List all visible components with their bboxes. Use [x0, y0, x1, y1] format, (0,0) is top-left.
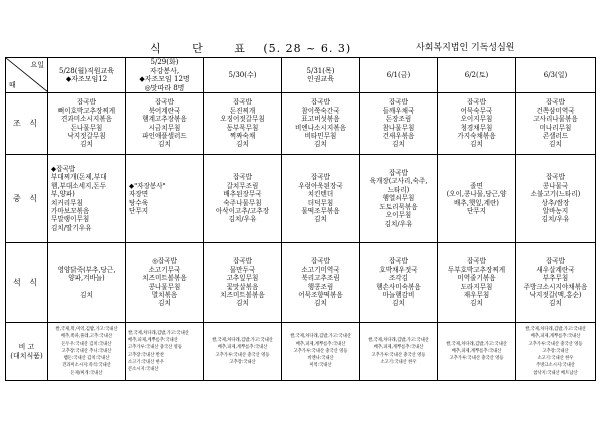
menu-item: 어묵조향떡볶음: [298, 290, 343, 299]
menu-item: 알바농지: [542, 206, 569, 215]
header: [0, 0, 600, 58]
day-line: 5/29(화): [150, 58, 179, 66]
origin-note-line: 배추,피제,계뿌름추:국내산: [128, 338, 178, 344]
origin-note-line: 쌀,국제,차다래,김밥,가고:국내산: [290, 334, 351, 340]
notes-row: [6, 323, 596, 381]
menu-item: 낙지젓갈(맥,홍순): [529, 290, 582, 299]
menu-item: 가마보꼬볶음: [51, 206, 90, 215]
day-line: 5/31(목): [306, 66, 335, 75]
origin-note-line: 소고기:국내산 한우: [128, 359, 165, 365]
menu-item: 어묵숙무국: [460, 106, 493, 115]
day-line: ◆자조모임12: [65, 75, 108, 83]
menu-item: 상추/쌈장: [541, 198, 570, 207]
menu-item: 김치: [470, 299, 483, 308]
origin-note-line: 고추장:국내산: [229, 359, 256, 365]
menu-item: 부대찌개(돈제,부대: [51, 173, 107, 182]
row-label-dinner: 석 식: [6, 243, 48, 323]
menu-item: 새우살계란국: [536, 265, 575, 274]
day-line: 인권교육: [306, 75, 335, 83]
menu-item: 들깨우채국: [382, 106, 415, 115]
origin-note-line: 고추가루:국내산 충국산 영등: [371, 352, 426, 358]
origin-note-line: 고추가루:국내산 충국산 영등: [128, 345, 182, 351]
menu-item: 돈장조림: [385, 115, 412, 124]
menu-cell: [48, 243, 126, 323]
day-line: ◎맛따라 8명: [144, 83, 185, 92]
origin-note-cell: [438, 323, 516, 381]
menu-item: 단무지: [129, 206, 149, 215]
menu-item: 김치/우유: [384, 219, 413, 228]
origin-note-cell: [126, 323, 204, 381]
menu-item: 멸치볶음: [151, 290, 178, 299]
menu-item: 잡곡밥: [154, 98, 175, 107]
day-header: [516, 58, 596, 93]
menu-item: 김치: [392, 140, 405, 149]
menu-item: 탕수육: [129, 198, 149, 207]
menu-item: 김치: [80, 290, 93, 299]
menu-item: 김치/딸기우유: [51, 223, 92, 232]
menu-item: 동부묵무침: [226, 123, 259, 132]
menu-item: 두부호박고추장찌게: [447, 265, 506, 274]
menu-cell: [438, 155, 516, 243]
menu-item: 치킨텐더: [307, 190, 334, 199]
origin-note-line: 돈두우:국내산 김치:국내산: [61, 341, 112, 347]
menu-item: 김치: [236, 140, 249, 149]
origin-note-line: 고추가루:국내산 충국산 영등: [449, 356, 504, 362]
menu-item: 도토리묵볶음: [379, 202, 418, 211]
day-line: ◆자조모임 12명: [139, 75, 190, 83]
menu-cell: [204, 243, 282, 323]
origin-note-line: 고추장:국내산: [542, 348, 569, 354]
menu-cell: [360, 155, 438, 243]
menu-table: [5, 57, 596, 381]
menu-item: 부추무침: [542, 274, 569, 283]
origin-note-line: 콘소시지:국내산: [128, 366, 159, 372]
menu-item: 주방크소시지야채볶음: [523, 282, 588, 291]
menu-item: 돈나물무침: [70, 123, 103, 132]
menu-cell: [282, 155, 360, 243]
menu-item: 배추된장무국: [223, 190, 262, 199]
menu-item: 잡곡밥: [232, 98, 253, 107]
day-header: [48, 58, 126, 93]
lunch-row: [6, 155, 596, 243]
corner-meal-label: 때: [9, 81, 16, 89]
day-header: [438, 58, 516, 93]
menu-item: 참이쭉숙간국: [301, 106, 340, 115]
menu-item: 단무지: [466, 206, 487, 215]
menu-item: 오이무침: [385, 211, 412, 220]
menu-cell: [48, 155, 126, 243]
page-title: [150, 40, 351, 56]
menu-cell: [126, 155, 204, 243]
menu-item: 호박채우젓국: [379, 265, 418, 274]
menu-item: (오이,콩나물,당근,양: [446, 190, 507, 199]
organization-name: 사회복지법인 기독성심원: [416, 43, 515, 53]
day-line: 6/2(토): [464, 70, 489, 79]
row-label-notes: [6, 323, 48, 381]
menu-item: 치즈미트볼볶음: [142, 274, 187, 283]
dinner-row: [6, 243, 596, 323]
origin-note-line: 햄돈:국내산 김치:국내산: [63, 356, 110, 362]
menu-item: 잡곡밥: [388, 169, 409, 178]
menu-item: 고사리나물볶음: [533, 115, 578, 124]
menu-item: 우렁아욱된장국: [298, 181, 343, 190]
origin-note-line: 비엔나:국내산: [307, 356, 334, 362]
origin-note-line: 고추장:국내산 추니:국내산: [61, 348, 112, 354]
menu-item: 김치: [314, 140, 327, 149]
origin-note-line: 미역:국내산: [309, 363, 332, 369]
menu-item: 잡곡밥: [232, 173, 253, 182]
menu-item: 잡곡밥: [388, 98, 409, 107]
menu-item: 치즈미트볼볶음: [220, 290, 265, 299]
origin-note-line: 배추,피제,계뿌름추:국내산: [373, 345, 424, 351]
menu-item: 김치: [392, 299, 405, 308]
origin-note-line: 고추가루:국내산 충국산 영등: [528, 341, 583, 347]
origin-note-line: 쌀,국제,차다래,김밥,가고:국내산: [525, 327, 586, 333]
menu-cell: [516, 93, 596, 155]
menu-item: 무말랭이무침: [51, 215, 90, 224]
menu-item: 오이지무침: [460, 115, 493, 124]
menu-item: 꽃맛살볶음: [226, 282, 259, 291]
menu-item: 잡곡밥: [310, 257, 331, 266]
origin-note-line: 고추장:국내산 반찬: [128, 352, 165, 358]
menu-item: 비타민무침: [304, 131, 337, 140]
menu-item: 미나리무침: [539, 123, 572, 132]
menu-item: 갈치무조림: [226, 181, 259, 190]
menu-item: 김치: [470, 140, 483, 149]
menu-item: 치커리무침: [51, 198, 83, 207]
origin-note-cell: [48, 323, 126, 381]
day-header: [126, 58, 204, 93]
origin-note-line: 쌀,국제,떡,미역,김밥,가고:국내산: [55, 327, 118, 333]
menu-cell: [282, 93, 360, 155]
day-line: 자강봉사,: [149, 66, 180, 75]
menu-item: 소고기미역국: [301, 265, 340, 274]
day-header: [204, 58, 282, 93]
menu-item: 숙주나물무침: [223, 198, 262, 207]
menu-item: 부,양파): [51, 190, 75, 199]
corner-cell: [6, 58, 48, 93]
origin-note-cell: [282, 323, 360, 381]
day-header-row: [6, 58, 596, 93]
menu-item: 잡곡밥: [310, 173, 331, 182]
origin-note-line: 고추가루:국내산 충국산 영등: [215, 352, 270, 358]
menu-item: 물만두국: [229, 265, 256, 274]
menu-item: 건쪽삼미역국: [536, 106, 575, 115]
notes-sublabel: (대치식품): [10, 351, 43, 360]
origin-note-line: 돈제/찌개:국내산: [70, 370, 103, 376]
menu-cell: [516, 155, 596, 243]
notes-label: 비 고: [18, 342, 35, 351]
day-header: [360, 58, 438, 93]
menu-item: [48, 283, 125, 291]
menu-item: 졸면: [470, 181, 483, 190]
origin-note-line: 쌀,국제,차다래,김밥,가고:국내산: [446, 341, 507, 347]
menu-item: 잡곡밥: [76, 98, 97, 107]
menu-item: 육개장(고사리,숙주,: [369, 177, 428, 186]
menu-cell: [204, 93, 282, 155]
menu-item: 영양닭죽(부추,당근,: [57, 265, 116, 274]
origin-note-line: 배추,피제,계뿌름추:국내산: [217, 345, 268, 351]
menu-item: 콩나물국: [542, 181, 569, 190]
origin-note-line: 소고기:국내산 한우: [380, 359, 417, 365]
menu-item: 돈진찌개: [229, 106, 256, 115]
menu-item: 소고기무국: [148, 265, 181, 274]
menu-item: 파인애플샐러드: [142, 131, 187, 140]
menu-item: 잡곡밥: [232, 257, 253, 266]
menu-item: 비엔나소시지볶음: [295, 123, 346, 132]
menu-item: 청경채무침: [460, 123, 493, 132]
menu-item: 고추잎무침: [226, 274, 259, 283]
menu-item: 행콩조림: [307, 282, 334, 291]
origin-note-line: 소고기:국내산 한우: [537, 356, 574, 362]
menu-cell: [360, 243, 438, 323]
menu-cell: [516, 243, 596, 323]
origin-note-line: 배추,피제,계뿌름추:국내산: [451, 348, 502, 354]
menu-item: 잡곡밥: [466, 98, 487, 107]
menu-item: 김치: [549, 140, 562, 149]
origin-note-cell: [204, 323, 282, 381]
menu-item: 표고버섯볶음: [301, 115, 340, 124]
menu-item: 오징어젓갈무침: [220, 115, 265, 124]
menu-item: 건새우볶음: [382, 131, 415, 140]
origin-note-line: 고추가루:국내산 충국산 영등: [293, 348, 348, 354]
menu-item: 도라지무침: [460, 282, 493, 291]
menu-item: 자장면: [129, 190, 149, 199]
menu-item: 북리고추조림: [301, 274, 340, 283]
menu-item: 김치/우유: [228, 215, 257, 224]
menu-item: 햄열쇠무침: [382, 194, 415, 203]
menu-item: 햄계고추장볶음: [142, 115, 187, 124]
menu-item: 더덕무침: [307, 198, 334, 207]
origin-note-line: 쌀,국제,차다래,김밥,가고:국내산: [212, 338, 273, 344]
menu-item: 콩나물무침: [148, 282, 181, 291]
title-date-range: (5. 28 ~ 6. 3): [263, 42, 352, 55]
origin-note-line: 배추,피제,계뿌름추:국내산: [295, 341, 346, 347]
menu-cell: [48, 93, 126, 155]
menu-item: 배추,햇잎,계란): [454, 198, 499, 207]
origin-note-line: 견과미소시지:즉석:국내산: [62, 363, 111, 369]
menu-item: 김치: [236, 299, 249, 308]
menu-item: ◆"자장봉사": [129, 181, 166, 190]
origin-note-line: 주방크소시지:국내산: [536, 363, 575, 369]
menu-item: 잡곡밥: [310, 98, 331, 107]
row-label-breakfast: 조 식: [6, 93, 48, 155]
menu-item: 햄,부대소세지,돈두: [51, 181, 107, 190]
day-line: 6/1(금): [386, 70, 411, 79]
menu-cell: [438, 243, 516, 323]
menu-item: 미역줄기볶음: [457, 274, 496, 283]
menu-item: 쩍짜숙채: [229, 131, 256, 140]
menu-item: 북어계란국: [148, 106, 181, 115]
menu-cell: [126, 243, 204, 323]
menu-cell: [360, 93, 438, 155]
origin-note-line: 쌀,국제,차다래,김밥,가고:국내산: [368, 338, 429, 344]
menu-item: 물떡조무볶음: [301, 206, 340, 215]
origin-note-line: 배추,피제,계뿌름추:국내산: [530, 334, 581, 340]
origin-note-line: 참낙지:국내산 베트남산: [533, 370, 578, 376]
menu-item: 견과미소시지볶음: [61, 115, 112, 124]
menu-item: 김치: [158, 299, 171, 308]
menu-item: 잡곡밥: [545, 257, 566, 266]
menu-item: 잡곡밥: [545, 98, 566, 107]
day-line: 6/3(일): [543, 70, 568, 79]
origin-note-line: 쌀,국제,차다래,김밥,가고:국내산: [128, 330, 189, 336]
row-label-lunch: 중 식: [6, 155, 48, 243]
menu-item: 소불고기(느타리): [530, 190, 581, 199]
menu-item: 잡곡밥: [545, 173, 566, 182]
day-line: 5/30(수): [228, 70, 257, 79]
menu-cell: [282, 243, 360, 323]
menu-cell: [126, 93, 204, 155]
menu-item: 콘샐러드: [542, 131, 569, 140]
menu-item: 김치: [158, 140, 171, 149]
menu-item: 햄손사미숙볶음: [376, 282, 421, 291]
menu-item: 시금치무침: [148, 123, 181, 132]
menu-item: 느타리): [387, 185, 410, 194]
menu-item: 양파,겨바늘): [68, 274, 105, 283]
menu-item: 김치/우유: [541, 215, 570, 224]
menu-item: 낙지젓갈무침: [67, 131, 106, 140]
origin-note-line: 배추,쪽파,풀레,고추:국내산: [60, 334, 113, 340]
menu-cell: [438, 93, 516, 155]
menu-item: 가지숙채볶음: [457, 131, 496, 140]
menu-item: 잡곡밥: [466, 257, 487, 266]
menu-item: 아삭이고추/고추장: [215, 206, 270, 215]
menu-cell: [204, 155, 282, 243]
menu-item: 김치: [314, 299, 327, 308]
menu-item: ◎잡곡밥: [152, 257, 177, 266]
title-main: 식 단 표: [150, 42, 259, 55]
origin-note-cell: [360, 323, 438, 381]
menu-item: 김치: [549, 299, 562, 308]
breakfast-row: [6, 93, 596, 155]
menu-item: ◆잡곡밥: [51, 164, 76, 173]
menu-item: 재우무침: [463, 290, 490, 299]
origin-note-cell: [516, 323, 596, 381]
menu-item: 김치: [314, 215, 327, 224]
menu-item: 뼈이호박고추장찌게: [57, 106, 116, 115]
menu-item: 조각김: [388, 274, 409, 283]
day-line: 5/28(월)직원교육: [59, 66, 114, 75]
menu-item: 잡곡밥: [388, 257, 409, 266]
corner-weekday-label: 요일: [30, 61, 44, 69]
day-header: [282, 58, 360, 93]
menu-item: 참나물무침: [382, 123, 415, 132]
menu-item: 마늘햄감비: [382, 290, 415, 299]
menu-item: 김치: [80, 140, 93, 149]
